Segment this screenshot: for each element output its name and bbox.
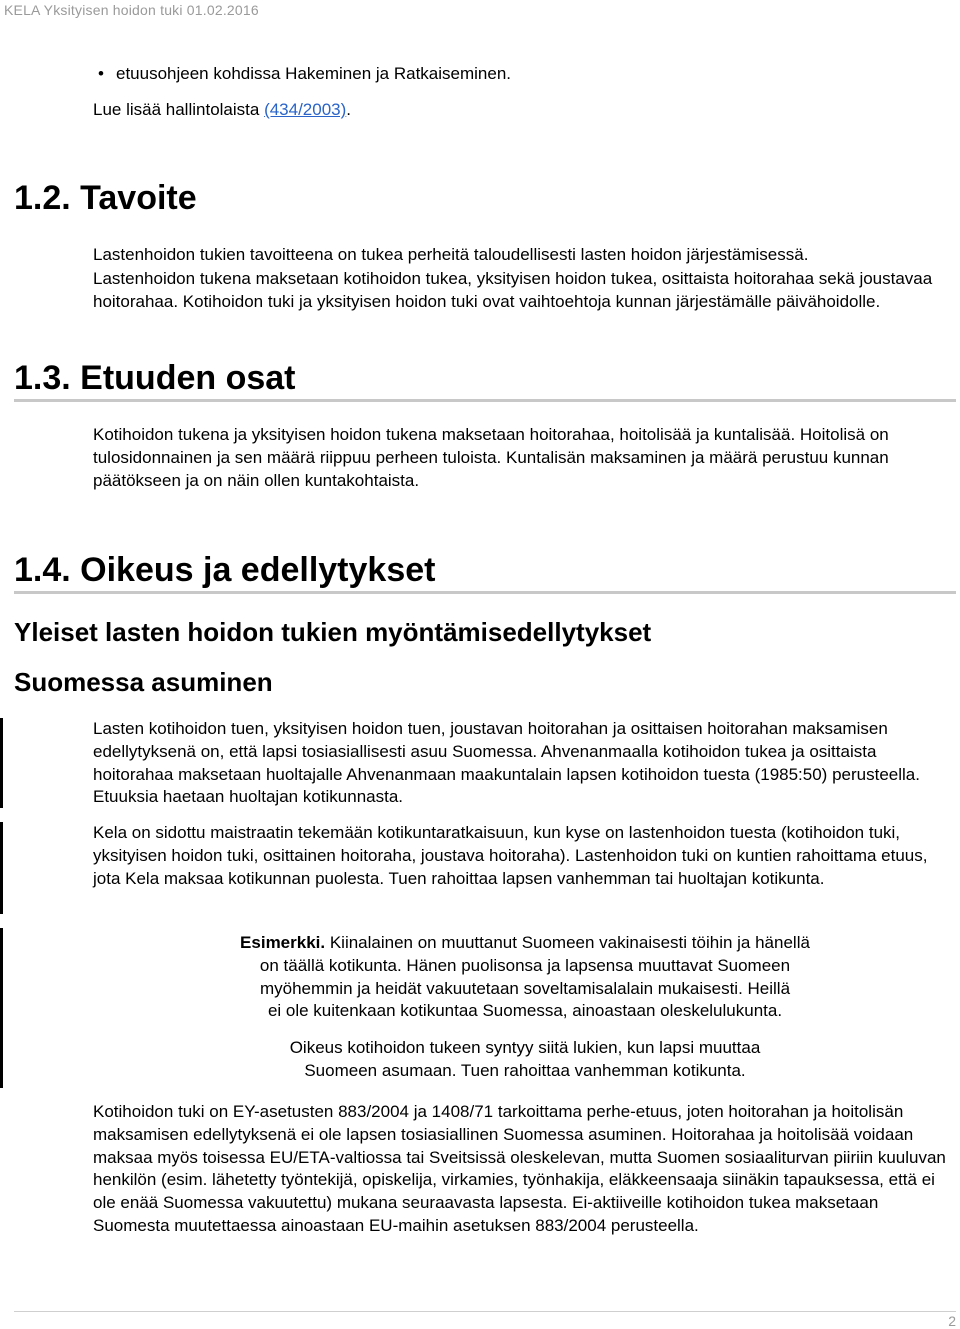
section-heading-tavoite: 1.2. Tavoite	[14, 179, 197, 217]
section-heading-oikeus: 1.4. Oikeus ja edellytykset	[14, 551, 436, 589]
paragraph: Kotihoidon tukena ja yksityisen hoidon tukena maksetaan hoitorahaa, hoitolisää ja kuntalisää. Hoitolisä on tulosidonnainen ja sen määrä riippuu perheen tuloista. Kuntalisän maksaminen ja määrä perustuu kunnan päätökseen ja on näin ollen kuntakohtaista.	[93, 425, 889, 490]
example-text: Kiinalainen on muuttanut Suomeen vakinaisesti töihin ja hänellä	[325, 933, 810, 952]
bullet-icon: •	[98, 64, 104, 83]
law-link[interactable]: (434/2003)	[264, 100, 347, 119]
paragraph: Lastenhoidon tukien tavoitteena on tukea perheitä taloudellisesti lasten hoidon järjestämisessä.	[93, 245, 809, 264]
example-label: Esimerkki.	[240, 933, 326, 952]
document-title: KELA Yksityisen hoidon tuki 01.02.2016	[4, 2, 259, 18]
page-number: 2	[948, 1313, 956, 1329]
heading-divider	[14, 399, 956, 402]
change-bar	[0, 718, 3, 808]
heading-divider	[14, 591, 956, 594]
change-bar	[0, 928, 3, 1088]
example-text: on täällä kotikunta. Hänen puolisonsa ja lapsensa muuttavat Suomeen	[259, 955, 791, 975]
read-more-suffix: .	[346, 100, 352, 119]
example-text: ei ole kuitenkaan kotikuntaa Suomessa, ainoastaan oleskelulukunta.	[267, 1001, 783, 1021]
footer-divider	[14, 1311, 956, 1312]
read-more-paragraph	[93, 99, 958, 122]
paragraph: Kela on sidottu maistraatin tekemään kotikuntaratkaisuun, kun kyse on lastenhoidon tuesta (kotihoidon tuki, yksityisen hoidon tuki, osittainen hoitoraha, joustava hoitoraha). Lastenhoidon tuki on kuntien rahoittama etuus, jota Kela maksaa kotikunnan puolesta. Tuen rahoittaa lapsen vanhemman tai huoltajan kotikunta.	[93, 823, 928, 888]
example-text: Oikeus kotihoidon tukeen syntyy siitä lukien, kun lapsi muuttaa	[289, 1038, 761, 1057]
example-box	[190, 932, 860, 1023]
paragraph: Lastenhoidon tukena maksetaan kotihoidon tukea, yksityisen hoidon tukea, osittaista hoitorahaa sekä joustavaa hoitorahaa. Kotihoidon tuki ja yksityisen hoidon tuki ovat vaihtoehtoja kunnan järjestämälle päivähoidolle.	[93, 269, 933, 311]
paragraph: Kotihoidon tuki on EY-asetusten 883/2004 ja 1408/71 tarkoittama perhe-etuus, joten hoitorahan ja hoitolisän maksamisen edellytyksenä ei ole lapsen tosiasiallinen Suomessa asuminen. Hoitorahaa ja hoitolisää voidaan maksaa myös toisessa EU/ETA-valtiossa tai Sveitsissä oleskelevan, mutta Suomen sosiaaliturvan piiriin kuuluvan henkilön (esim. lähetetty työntekijä, opiskelija, virkamies, työnhakija, eläkkeensaaja siinäkin tapauksessa, että ei ole enää Suomessa vakuutettu) mukana seuraavasta lapsesta. Ei-aktiiveille kotihoidon tukea maksetaan Suomesta muutettaessa ainoastaan EU-maihin asetuksen 883/2004 perusteella.	[93, 1102, 946, 1235]
page-header	[0, 0, 960, 22]
example-conclusion	[190, 1037, 860, 1083]
example-text: myöhemmin ja heidät vakuutetaan soveltamisalalain mukaisesti. Heillä	[259, 978, 791, 998]
read-more-prefix: Lue lisää hallintolaista	[93, 100, 265, 119]
list-item	[98, 62, 512, 86]
section-heading-etuuden-osat: 1.3. Etuuden osat	[14, 359, 296, 397]
bullet-text: etuusohjeen kohdissa Hakeminen ja Ratkaiseminen.	[116, 64, 512, 83]
paragraph: Lasten kotihoidon tuen, yksityisen hoidon tuen, joustavan hoitorahan ja osittaisen hoitorahan maksamisen edellytyksenä on, että lapsi tosiasiallisesti asuu Suomessa. Ahvenanmaalla kotihoidon tukea ja osittaista hoitorahaa maksetaan huoltajalle Ahvenanmaan maakuntalain lapsen kotihoidon tuesta (1985:50) perusteella. Etuuksia haetaan huoltajan kotikunnasta.	[93, 719, 920, 807]
change-bar	[0, 822, 3, 914]
subsubheading: Suomessa asuminen	[14, 667, 273, 697]
subheading: Yleiset lasten hoidon tukien myöntämisedellytykset	[14, 617, 652, 647]
example-text: Suomeen asumaan. Tuen rahoittaa vanhemman kotikunta.	[304, 1060, 746, 1080]
